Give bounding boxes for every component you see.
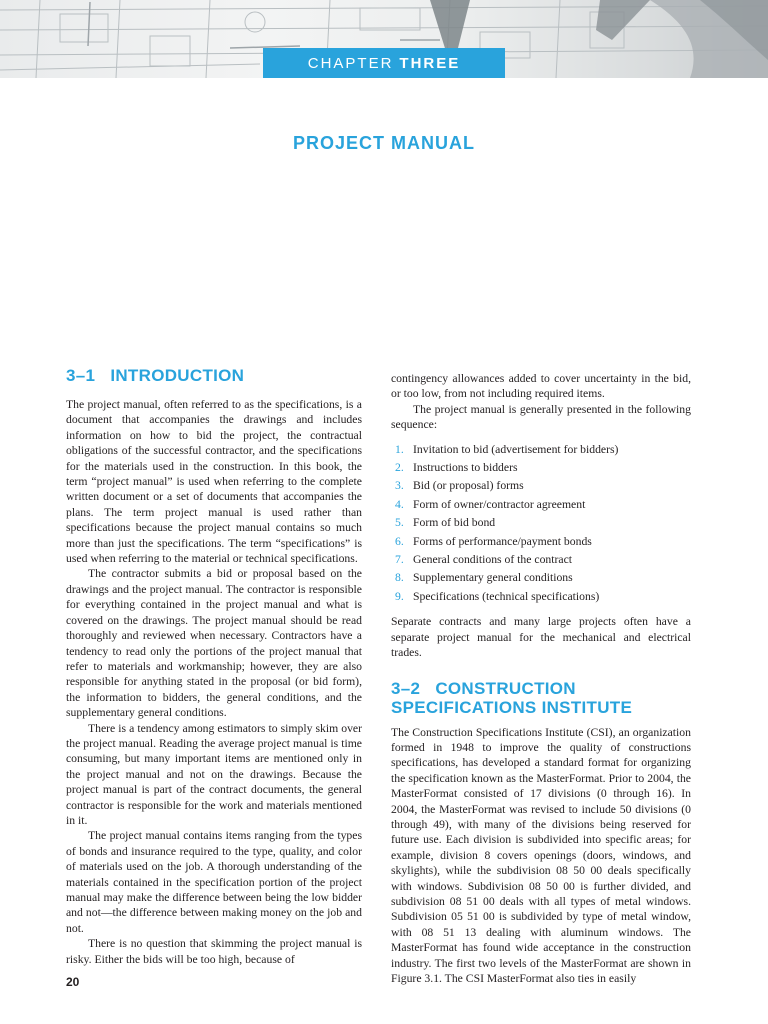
list-item-number: 9. (395, 589, 404, 603)
list-item (391, 570, 691, 585)
list-item-number: 2. (395, 461, 404, 475)
intro-paragraph-4: The project manual contains items ranging from the types of bonds and insurance required to the type, quality, and color of materials used on the job. A thorough understanding of the materials contained in the specification portion of the project manual may make the difference between being the low bidder and not—the difference between making money on the job and not. (66, 829, 362, 935)
intro-paragraph-1: The project manual, often referred to as the specifications, is a document that accompanies the drawings and includes information on how to bid the project, the contractual obligations of the successful contractor, and the specifications for the materials used in the construction. In this book, the term “project manual” is used when referring to the complete written document or a set of documents that accompanies the plans. The term project manual is used rather than specifications because the project manual contains so much more than just the specifications. The term “specifications” is used when referring to the material or technical specifications. (66, 398, 362, 566)
chapter-label: CHAPTER (307, 54, 394, 72)
list-item-text: Form of owner/contractor agreement (413, 497, 586, 511)
list-item-number: 4. (395, 497, 404, 511)
page-number: 20 (66, 975, 80, 989)
intro-paragraph-2: The contractor submits a bid or proposal based on the drawings and the project manual. The contractor is responsible for everything contained in the project manual and what is covered on the drawings. The project manual should be read thoroughly and reviewed when necessary. Contractors have a tendency to read only the portions of the project manual that refer to materials and workmanship; however, they are also responsible for anything stated in the proposal (or bid form), the information to bidders, the general conditions, and the supplementary general conditions. (66, 567, 362, 720)
list-item-text: General conditions of the contract (413, 553, 573, 567)
list-item-text: Form of bid bond (413, 516, 496, 530)
intro-paragraph-3: There is a tendency among estimators to simply skim over the project manual. Reading the average project manual is time consuming, but many important items are mentioned only in the project manual and not on the drawings. Because the project manual is part of the contract documents, the general contractor is responsible for the work and materials mentioned in it. (66, 721, 362, 827)
section-heading-introduction: 3–1 INTRODUCTION (66, 366, 245, 385)
list-item (391, 534, 691, 549)
list-item-text: Supplementary general conditions (413, 571, 573, 585)
list-item-text: Instructions to bidders (413, 461, 518, 475)
chapter-title: PROJECT MANUAL (292, 133, 475, 153)
list-item (391, 460, 691, 475)
list-item (391, 589, 691, 604)
section-heading-csi (391, 679, 691, 717)
list-item-text: Bid (or proposal) forms (413, 479, 524, 493)
list-item (391, 497, 691, 512)
section-heading-csi-line-1: 3–2 CONSTRUCTION (391, 678, 576, 698)
list-item-number: 7. (395, 553, 404, 567)
list-item-number: 6. (395, 534, 404, 548)
intro-paragraph-5: There is no question that skimming the project manual is risky. Either the bids will be too high, because of (66, 937, 362, 966)
list-item (391, 515, 691, 530)
section-heading-csi-line-2: SPECIFICATIONS INSTITUTE (391, 697, 633, 717)
project-manual-sequence-list (391, 442, 691, 605)
chapter-banner (263, 48, 505, 78)
list-item-text: Forms of performance/payment bonds (413, 534, 592, 548)
csi-paragraph: The Construction Specifications Institute (CSI), an organization formed in 1948 to improve the quality of constructions specifications, has developed a standard format for organizing the specification known as the MasterFormat. Prior to 2004, the MasterFormat consisted of 17 divisions (0 through 16). In 2004, the MasterFormat was revised to include 50 divisions (0 through 49), with many of the divisions being reserved for future use. Each division is subdivided into specific areas; for example, division 8 covers openings (doors, windows, and skylights), while the subdivision 08 50 00 deals specifically with windows. Subdivision 08 50 00 is further divided, and subdivision 08 51 00 deals with all types of metal windows. Subdivision 05 51 00 is subdivided by type of metal window, with 08 51 13 dealing with aluminum windows. The MasterFormat has found wide acceptance in the construction industry. The first two levels of the MasterFormat are shown in Figure 3.1. The CSI MasterFormat also ties in easily (391, 725, 691, 985)
list-item-text: Specifications (technical specifications) (413, 589, 600, 603)
list-item-number: 3. (395, 479, 404, 493)
list-item-number: 5. (395, 516, 404, 530)
chapter-number: THREE (399, 54, 461, 72)
continued-paragraph: contingency allowances added to cover uncertainty in the bid, or too low, from not including required items. (391, 372, 691, 401)
sequence-intro-paragraph: The project manual is generally presented in the following sequence: (391, 402, 691, 432)
list-item-number: 8. (395, 571, 404, 585)
list-item (391, 552, 691, 567)
separate-contracts-paragraph: Separate contracts and many large projects often have a separate project manual for the mechanical and electrical trades. (391, 615, 691, 660)
list-item (391, 478, 691, 493)
list-item-number: 1. (395, 442, 404, 456)
left-column (66, 366, 362, 967)
right-column (391, 371, 691, 986)
list-item-text: Invitation to bid (advertisement for bidders) (413, 442, 619, 456)
list-item (391, 442, 691, 457)
